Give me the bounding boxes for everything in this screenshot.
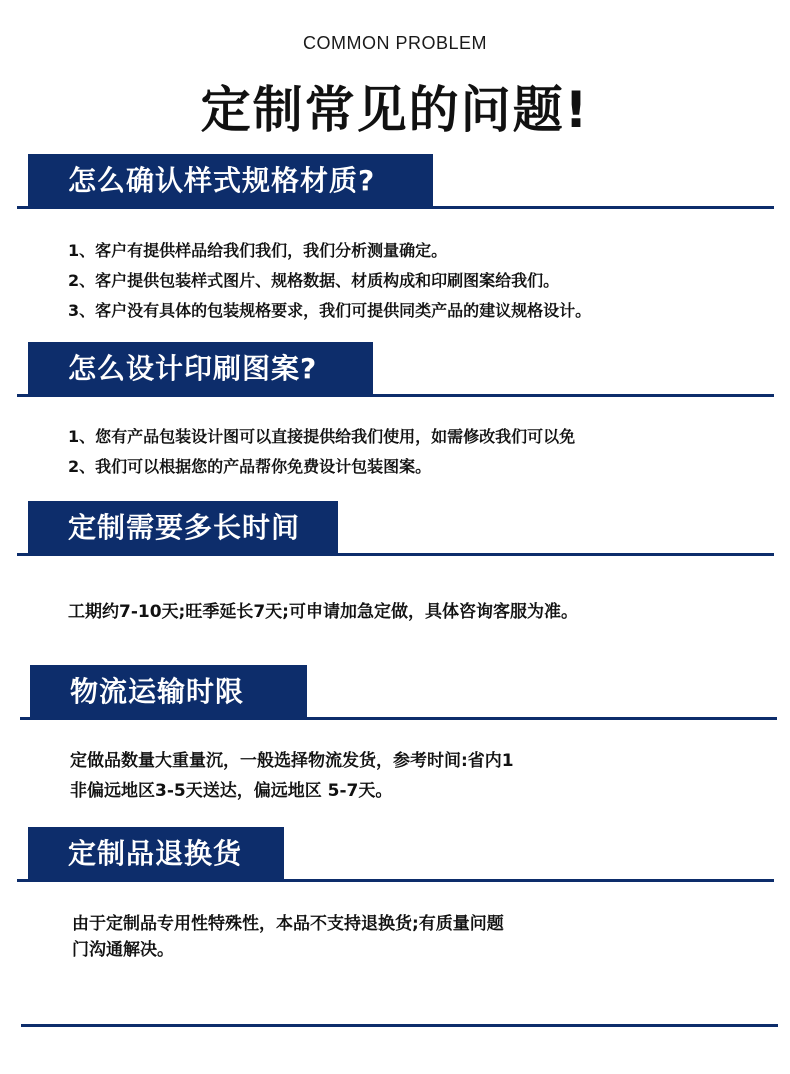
page-subtitle-en: COMMON PROBLEM — [302, 33, 487, 53]
section-divider — [20, 717, 777, 720]
section-body — [68, 597, 578, 627]
answer-line: 由于定制品专用性特殊性，本品不支持退换货;有质量问题 — [72, 914, 504, 934]
section-body — [70, 746, 636, 806]
bottom-divider — [21, 1024, 778, 1027]
faq-section-design — [0, 342, 790, 492]
answer-line: 3、客户没有具体的包装规格要求，我们可提供同类产品的建议规格设计。 — [68, 301, 592, 320]
answer-line: 工期约7-10天;旺季延长7天;可申请加急定做，具体咨询客服为准。 — [68, 602, 578, 622]
answer-line: 2、客户提供包装样式图片、规格数据、材质构成和印刷图案给我们。 — [68, 271, 560, 290]
section-divider — [17, 394, 774, 397]
answer-line: 2、我们可以根据您的产品帮你免费设计包装图案。 — [68, 457, 432, 476]
section-body — [68, 422, 698, 482]
answer-line: 1、客户有提供样品给我们我们，我们分析测量确定。 — [68, 241, 448, 260]
faq-section-returns — [0, 827, 790, 977]
section-divider — [17, 206, 774, 209]
answer-line: 1、您有产品包装设计图可以直接提供给我们使用，如需修改我们可以免 — [68, 427, 576, 446]
faq-section-logistics — [0, 665, 790, 815]
section-divider — [17, 553, 774, 556]
section-title: 物流运输时限 — [30, 665, 307, 719]
answer-line: 门沟通解决。 — [72, 940, 174, 960]
faq-section-spec — [0, 154, 790, 334]
answer-line: 非偏远地区3-5天送达，偏远地区 5-7天。 — [70, 781, 393, 801]
section-body — [72, 911, 630, 963]
section-divider — [17, 879, 774, 882]
faq-section-time — [0, 501, 790, 641]
answer-line: 定做品数量大重量沉，一般选择物流发货，参考时间:省内1 — [70, 751, 514, 771]
page-title: 定制常见的问题! — [200, 81, 590, 139]
section-title: 定制品退换货 — [28, 827, 284, 881]
section-title: 定制需要多长时间 — [28, 501, 338, 555]
section-title: 怎么确认样式规格材质? — [28, 154, 433, 208]
section-title: 怎么设计印刷图案? — [28, 342, 373, 396]
section-body — [68, 236, 591, 326]
